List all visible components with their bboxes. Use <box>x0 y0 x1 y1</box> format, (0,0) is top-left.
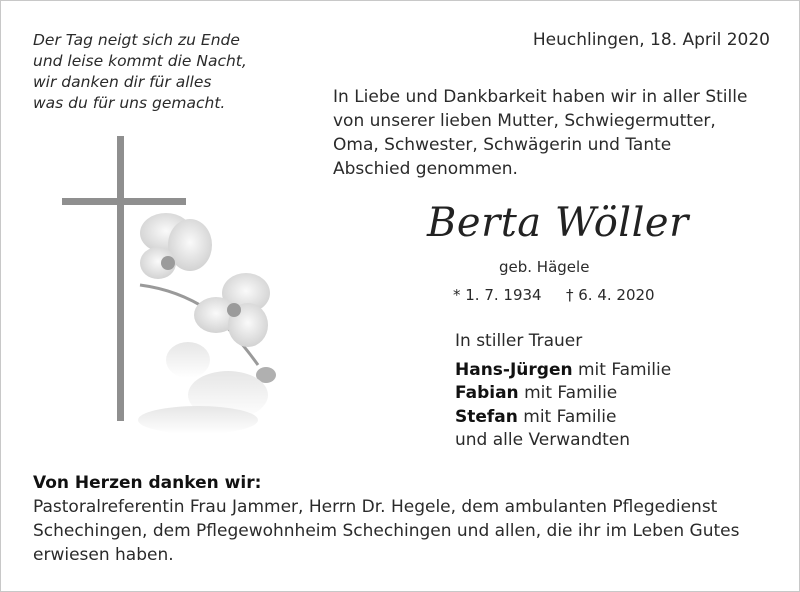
thanks-line: Pastoralreferentin Frau Jammer, Herrn Dr. Hegele, dem ambulanten Pflegedienst <box>33 497 718 517</box>
mourners-intro: In stiller Trauer <box>455 331 583 351</box>
mourner-name: Hans-Jürgen <box>455 359 573 380</box>
intro-line: Abschied genommen. <box>333 159 518 179</box>
thanks-section <box>33 471 778 567</box>
death-date: † 6. 4. 2020 <box>566 286 655 304</box>
cross-bar <box>62 198 186 205</box>
poem <box>33 30 293 114</box>
thanks-line: erwiesen haben. <box>33 545 174 565</box>
place-date: Heuchlingen, 18. April 2020 <box>532 30 770 50</box>
mourners <box>455 330 671 453</box>
mourner-entry <box>455 406 671 430</box>
poem-line: was du für uns gemacht. <box>33 94 226 112</box>
mourner-entry <box>455 382 671 406</box>
deceased-name: Berta Wöller <box>427 200 689 246</box>
mourner-name: Fabian <box>455 383 519 403</box>
intro-line: von unserer lieben Mutter, Schwiegermutter, <box>333 111 716 131</box>
cross-icon <box>117 136 124 421</box>
mourner-suffix: mit Familie <box>518 383 618 403</box>
birth-date: * 1. 7. 1934 <box>453 286 542 304</box>
thanks-heading: Von Herzen danken wir: <box>33 473 262 493</box>
mourner-suffix: mit Familie <box>572 359 672 380</box>
mourner-entry <box>455 359 671 383</box>
poem-line: und leise kommt die Nacht, <box>33 52 247 70</box>
poem-line: Der Tag neigt sich zu Ende <box>33 31 240 49</box>
intro-line: In Liebe und Dankbarkeit haben wir in aller Stille <box>333 87 748 107</box>
poem-line: wir danken dir für alles <box>33 73 212 91</box>
thanks-line: Schechingen, dem Pflegewohnheim Schechingen und allen, die ihr im Leben Gutes <box>33 521 740 541</box>
intro-line: Oma, Schwester, Schwägerin und Tante <box>333 135 672 155</box>
maiden-name: geb. Hägele <box>499 258 590 276</box>
mourners-closing: und alle Verwandten <box>455 430 631 450</box>
intro-text <box>333 85 773 181</box>
mourner-name: Stefan <box>455 406 518 427</box>
orchid-icon <box>138 205 308 445</box>
mourner-suffix: mit Familie <box>517 406 617 427</box>
